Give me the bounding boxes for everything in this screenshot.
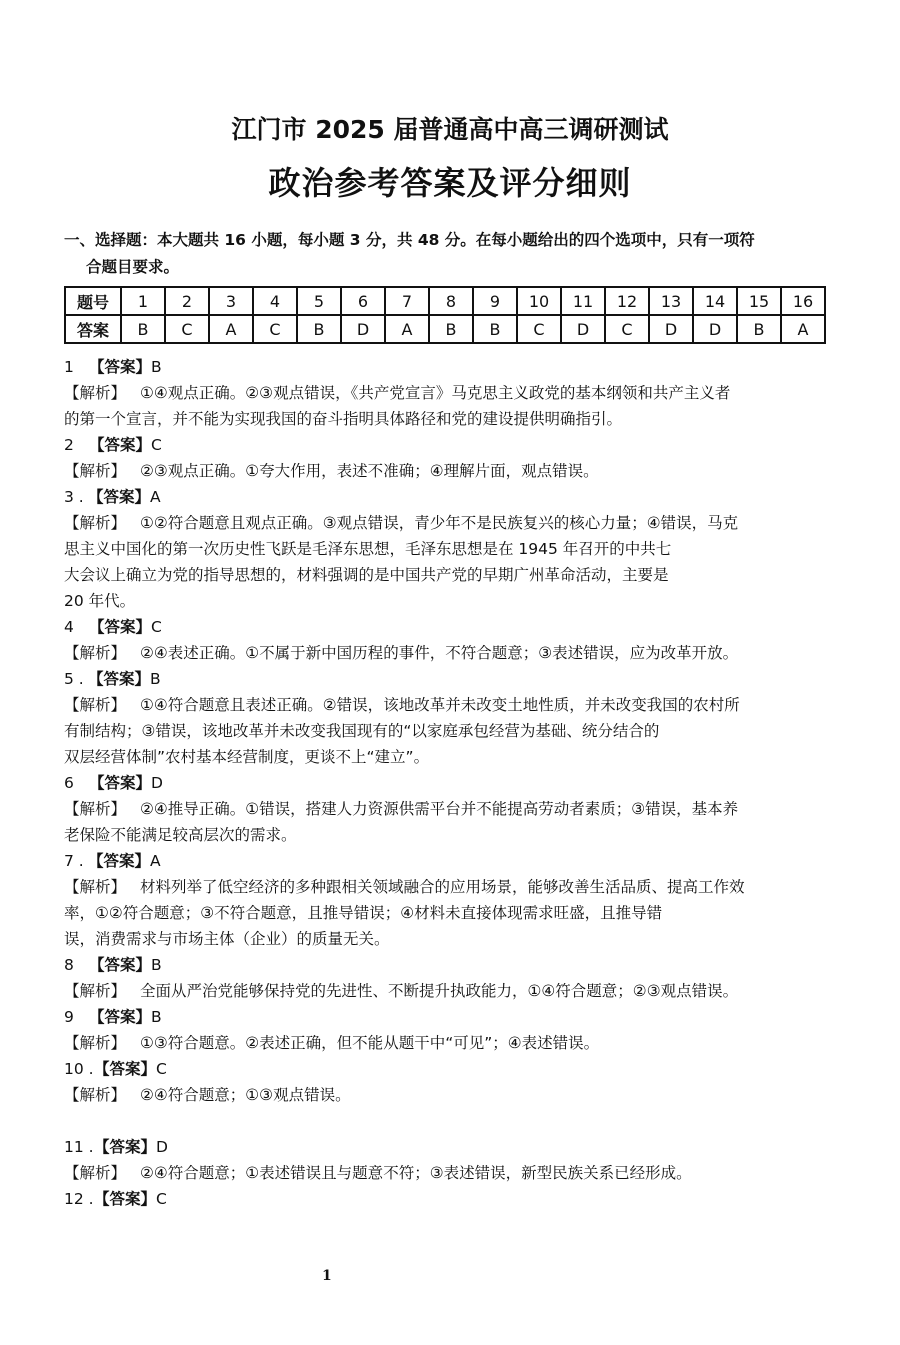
analysis-line [64,1082,854,1108]
analysis-tag: 【解析】 [64,878,127,896]
answer-tag: 【答案】 [88,358,151,376]
answer-cell: C [517,315,561,343]
answer-cell: D [649,315,693,343]
answer-letter: C [150,436,162,454]
analysis-text: 率，①②符合题意；③不符合题意，且推导错误；④材料未直接体现需求旺盛，且推导错 [64,904,663,922]
analysis-text: ①②符合题意且观点正确。③观点错误，青少年不是民族复兴的核心力量；④错误，马克 [140,514,739,532]
answer-line [64,1004,854,1030]
question-number: 6 [64,774,74,792]
analysis-line [64,718,854,744]
analysis-line [64,874,854,900]
answer-letter: B [150,670,161,688]
answer-tag: 【答案】 [88,1008,151,1026]
question-number-cell: 4 [253,287,297,315]
analysis-line [64,822,854,848]
analysis-tag: 【解析】 [64,696,127,714]
question-number: 1 [64,358,74,376]
answer-cell: B [473,315,517,343]
answer-letter: B [150,1008,162,1026]
question-number: 9 [64,1008,74,1026]
analysis-tag: 【解析】 [64,1086,127,1104]
question-number-cell: 7 [385,287,429,315]
answer-table-number-row [65,287,825,315]
analysis-line [64,640,854,666]
answer-cell: B [737,315,781,343]
analysis-line [64,510,854,536]
document-title: 江门市 2025 届普通高中高三调研测试 [231,115,669,144]
analysis-text: ②④符合题意；①③观点错误。 [140,1086,351,1104]
answer-cell: C [605,315,649,343]
question-number-cell: 8 [429,287,473,315]
analysis-text: 有制结构；③错误，该地改革并未改变我国现有的“以家庭承包经营为基础、统分结合的 [64,722,660,740]
answer-tag: 【答案】 [88,670,151,688]
answer-letter: C [156,1060,167,1078]
answer-tag: 【答案】 [94,1138,157,1156]
analysis-line [64,562,854,588]
question-number-cell: 9 [473,287,517,315]
question-number-cell: 11 [561,287,605,315]
question-number-cell: 12 [605,287,649,315]
question-number-cell: 14 [693,287,737,315]
question-number-cell: 2 [165,287,209,315]
section-heading [64,227,844,281]
section-heading-line-2: 合题目要求。 [86,258,180,276]
page-number: 1 [322,1268,332,1284]
analysis-line [64,692,854,718]
answer-line [64,848,854,874]
analysis-tag: 【解析】 [64,1034,127,1052]
answer-cell: D [561,315,605,343]
answer-cell: D [693,315,737,343]
spacer [64,1108,854,1134]
analysis-text: 老保险不能满足较高层次的需求。 [64,826,297,844]
answer-cell: B [429,315,473,343]
analysis-line [64,536,854,562]
analysis-tag: 【解析】 [64,462,127,480]
analysis-tag: 【解析】 [64,982,127,1000]
answer-letter: B [150,358,162,376]
question-number-cell: 3 [209,287,253,315]
answer-line [64,354,854,380]
analysis-text: ①③符合题意。②表述正确，但不能从题干中“可见”；④表述错误。 [140,1034,600,1052]
analysis-line [64,458,854,484]
analysis-tag: 【解析】 [64,644,127,662]
document-subtitle: 政治参考答案及评分细则 [268,164,632,202]
answer-line [64,614,854,640]
question-number: 8 [64,956,74,974]
answer-letter: C [156,1190,167,1208]
answer-line [64,484,854,510]
answer-letter: D [150,774,163,792]
analysis-line [64,978,854,1004]
analysis-line [64,900,854,926]
section-heading-line-1: 一、选择题：本大题共 16 小题，每小题 3 分，共 48 分。在每小题给出的四个选项中，只有一项符 [64,231,755,249]
answer-cell: B [297,315,341,343]
analysis-line [64,1160,854,1186]
analysis-line [64,406,854,432]
answer-table [64,286,826,344]
analysis-line [64,588,854,614]
answer-cell: C [165,315,209,343]
row-header-answer: 答案 [65,315,121,343]
answer-line [64,666,854,692]
analysis-line [64,1030,854,1056]
answer-line [64,432,854,458]
analysis-tag: 【解析】 [64,1164,127,1182]
answer-cell: A [385,315,429,343]
question-number-cell: 15 [737,287,781,315]
analysis-line [64,744,854,770]
answer-cell: A [209,315,253,343]
answer-letter: B [150,956,162,974]
analysis-text: ①④观点正确。②③观点错误，《共产党宣言》马克思主义政党的基本纲领和共产主义者 [140,384,731,402]
answer-tag: 【答案】 [94,1060,157,1078]
analysis-text: 材料列举了低空经济的多种跟相关领域融合的应用场景，能够改善生活品质、提高工作效 [140,878,745,896]
question-number-cell: 5 [297,287,341,315]
answer-cell: C [253,315,297,343]
answer-letter: D [156,1138,168,1156]
analysis-text: 思主义中国化的第一次历史性飞跃是毛泽东思想，毛泽东思想是在 1945 年召开的中共七 [64,540,672,558]
analysis-text: ①④符合题意且表述正确。②错误，该地改革并未改变土地性质，并未改变我国的农村所 [140,696,740,714]
analysis-line [64,926,854,952]
analysis-text: 20 年代。 [64,592,136,610]
question-number: 3 . [64,488,84,506]
analysis-text: ②④推导正确。①错误，搭建人力资源供需平台并不能提高劳动者素质；③错误，基本养 [140,800,739,818]
question-number: 2 [64,436,74,454]
analysis-line [64,380,854,406]
answer-explanations [64,354,854,1212]
question-number: 10 . [64,1060,94,1078]
analysis-text: 大会议上确立为党的指导思想的，材料强调的是中国共产党的早期广州革命活动，主要是 [64,566,669,584]
question-number: 5 . [64,670,84,688]
answer-table-answer-row [65,315,825,343]
analysis-text: ②③观点正确。①夸大作用，表述不准确；④理解片面，观点错误。 [140,462,599,480]
analysis-tag: 【解析】 [64,514,127,532]
answer-line [64,1186,854,1212]
answer-letter: A [150,488,161,506]
question-number-cell: 16 [781,287,825,315]
answer-cell: D [341,315,385,343]
analysis-text: ②④符合题意；①表述错误且与题意不符；③表述错误，新型民族关系已经形成。 [140,1164,692,1182]
analysis-text: 的第一个宣言，并不能为实现我国的奋斗指明具体路径和党的建设提供明确指引。 [64,410,623,428]
analysis-text: ②④表述正确。①不属于新中国历程的事件，不符合题意；③表述错误，应为改革开放。 [140,644,739,662]
analysis-text: 误，消费需求与市场主体（企业）的质量无关。 [64,930,390,948]
answer-letter: A [150,852,161,870]
answer-cell: B [121,315,165,343]
answer-line [64,1134,854,1160]
question-number-cell: 13 [649,287,693,315]
answer-tag: 【答案】 [88,436,151,454]
analysis-text: 全面从严治党能够保持党的先进性、不断提升执政能力，①④符合题意；②③观点错误。 [140,982,739,1000]
answer-tag: 【答案】 [88,956,151,974]
question-number: 12 . [64,1190,94,1208]
answer-letter: C [150,618,162,636]
question-number-cell: 10 [517,287,561,315]
answer-tag: 【答案】 [88,852,151,870]
question-number: 4 [64,618,74,636]
question-number: 7 . [64,852,84,870]
analysis-tag: 【解析】 [64,800,127,818]
question-number-cell: 6 [341,287,385,315]
analysis-line [64,796,854,822]
analysis-tag: 【解析】 [64,384,127,402]
row-header-question-number: 题号 [65,287,121,315]
answer-tag: 【答案】 [88,488,151,506]
answer-tag: 【答案】 [94,1190,157,1208]
answer-cell: A [781,315,825,343]
analysis-text: 双层经营体制”农村基本经营制度，更谈不上“建立”。 [64,748,430,766]
answer-line [64,770,854,796]
question-number: 11 . [64,1138,94,1156]
answer-line [64,952,854,978]
question-number-cell: 1 [121,287,165,315]
answer-tag: 【答案】 [88,618,151,636]
answer-tag: 【答案】 [88,774,151,792]
answer-line [64,1056,854,1082]
